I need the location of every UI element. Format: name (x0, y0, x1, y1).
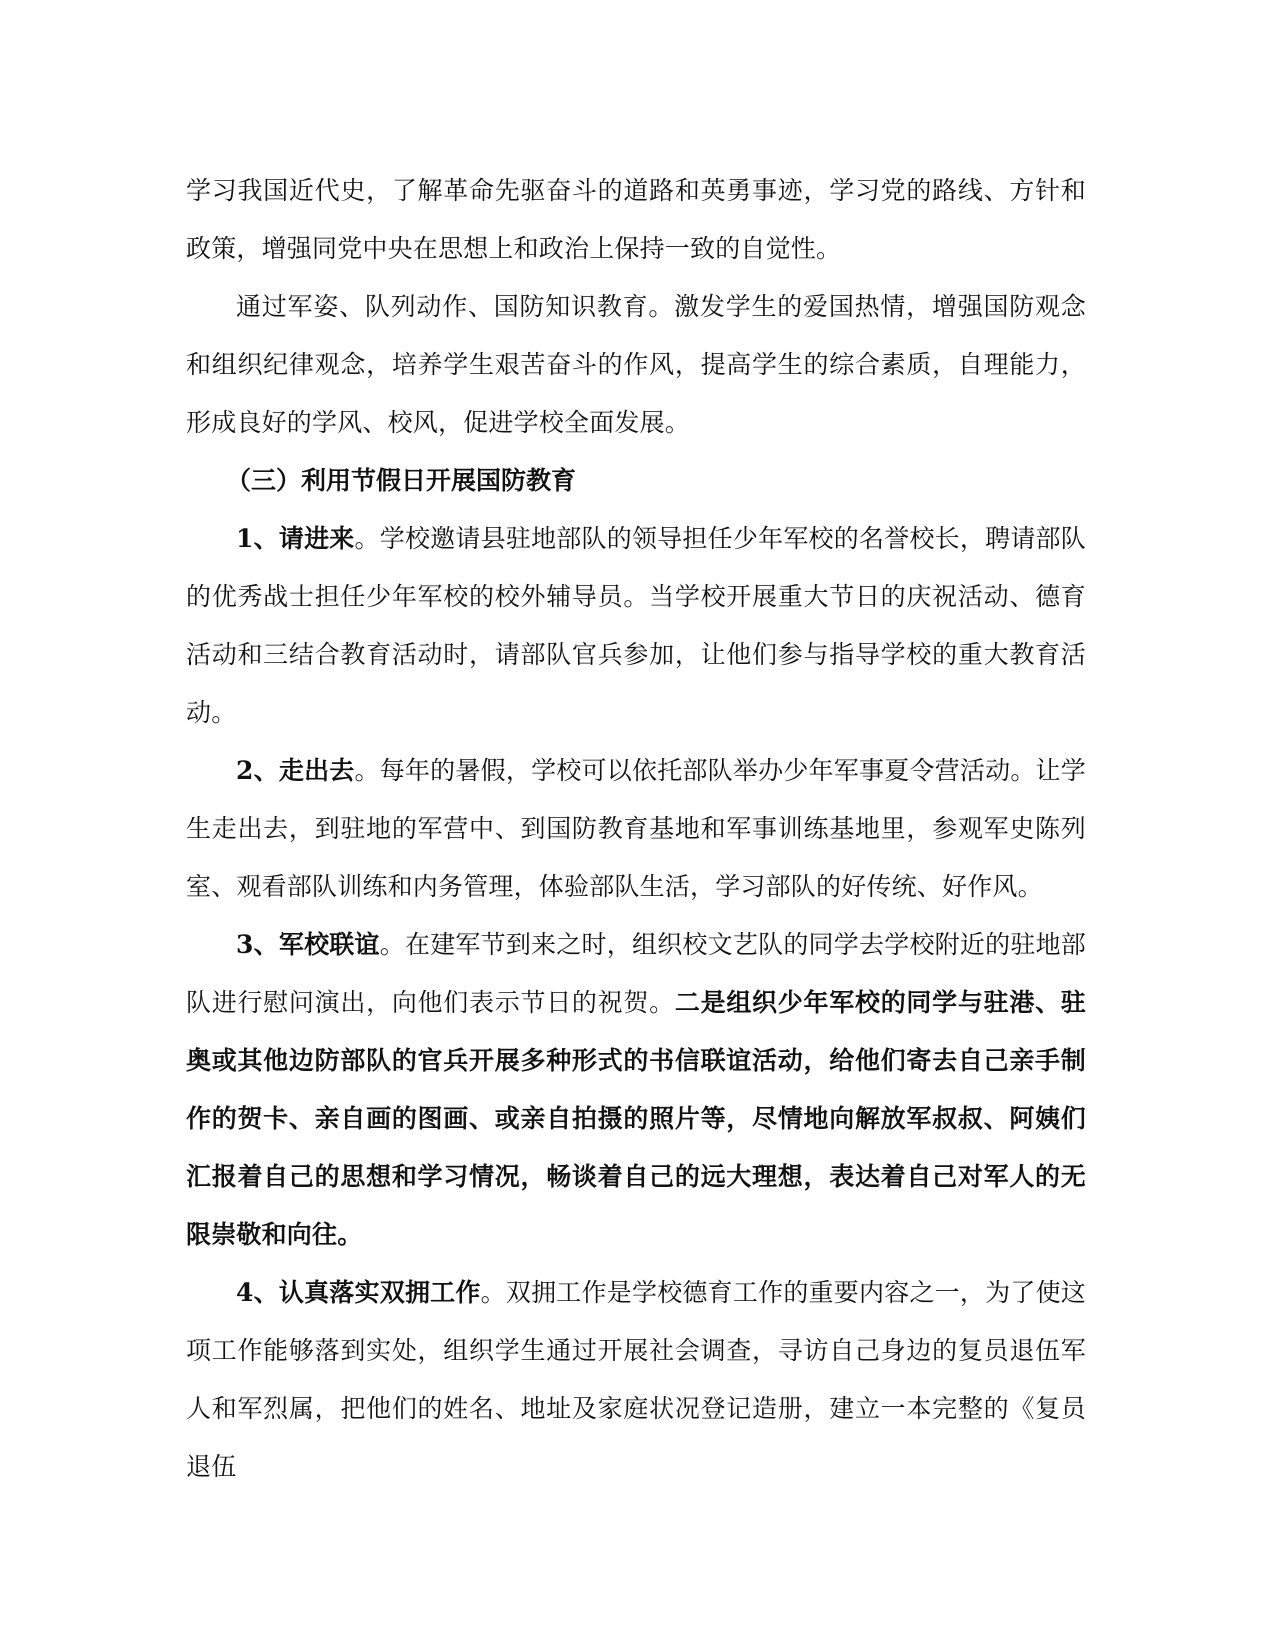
paragraph-history: 学习我国近代史，了解革命先驱奋斗的道路和英勇事迹，学习党的路线、方针和政策，增强同党中央在思想上和政治上保持一致的自觉性。 (186, 176, 1086, 263)
item-friendship-text: 。在建军节到来之时，组织校文艺队的同学去学校附近的驻地部队进行慰问演出，向他们表示节日的祝贺。 (186, 930, 1086, 1017)
item-invite-in-title: 1、请进来 (236, 524, 355, 553)
item-invite-in-text: 。学校邀请县驻地部队的领导担任少年军校的名誉校长，聘请部队的优秀战士担任少年军校的校外辅导员。当学校开展重大节日的庆祝活动、德育活动和三结合教育活动时，请部队官兵参加，让他们参与指导学校的重大教育活动。 (186, 524, 1086, 727)
paragraph-military-training: 通过军姿、队列动作、国防知识教育。激发学生的爱国热情，增强国防观念和组织纪律观念，培养学生艰苦奋斗的作风，提高学生的综合素质，自理能力，形成良好的学风、校风，促进学校全面发展。 (186, 292, 1086, 437)
item-double-support (186, 1264, 1086, 1496)
item-military-school-friendship (186, 916, 1086, 1264)
item-double-support-title: 4、认真落实双拥工作 (236, 1278, 481, 1307)
item-invite-in (186, 510, 1086, 742)
item-friendship-title: 3、军校联谊 (236, 930, 380, 959)
item-go-out-text: 。每年的暑假，学校可以依托部队举办少年军事夏令营活动。让学生走出去，到驻地的军营中、到国防教育基地和军事训练基地里，参观军史陈列室、观看部队训练和内务管理，体验部队生活，学习部队的好传统、好作风。 (186, 756, 1086, 901)
item-friendship-bold-text: 二是组织少年军校的同学与驻港、驻奥或其他边防部队的官兵开展多种形式的书信联谊活动，给他们寄去自己亲手制作的贺卡、亲自画的图画、或亲自拍摄的照片等，尽情地向解放军叔叔、阿姨们汇报着自己的思想和学习情况，畅谈着自己的远大理想，表达着自己对军人的无限崇敬和向往。 (186, 988, 1086, 1249)
item-go-out-title: 2、走出去 (236, 756, 355, 785)
section-heading-holiday-education: （三）利用节假日开展国防教育 (226, 466, 577, 495)
document-page (186, 162, 1086, 1496)
item-double-support-text: 。双拥工作是学校德育工作的重要内容之一，为了使这项工作能够落到实处，组织学生通过开展社会调查，寻访自己身边的复员退伍军人和军烈属，把他们的姓名、地址及家庭状况登记造册，建立一本完整的《复员退伍 (186, 1278, 1086, 1481)
item-go-out (186, 742, 1086, 916)
